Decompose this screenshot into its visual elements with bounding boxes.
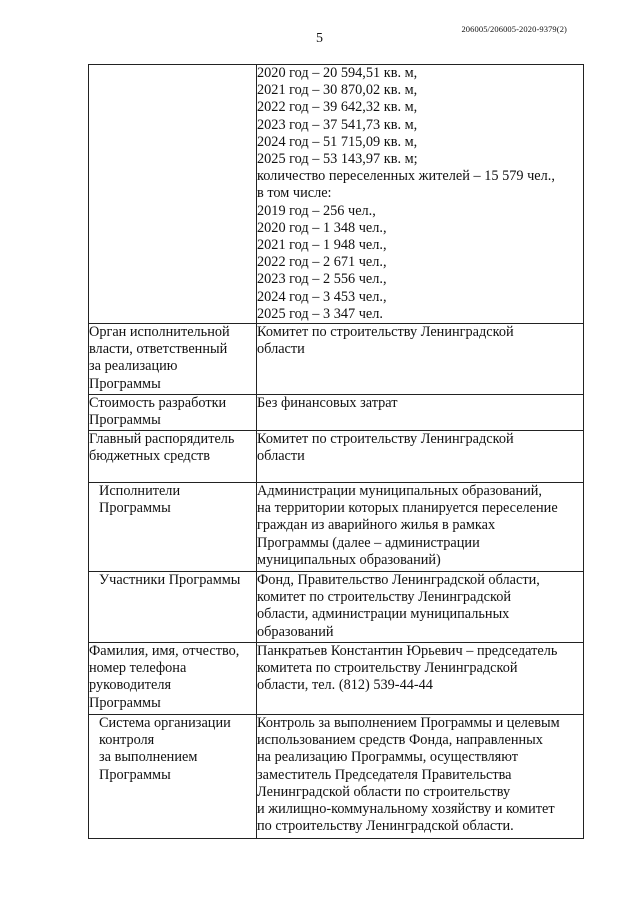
label-line: Фамилия, имя, отчество, <box>89 643 240 660</box>
row-label <box>89 324 257 395</box>
value-line: Фонд, Правительство Ленинградской области, <box>257 572 540 589</box>
value-line: 2022 год – 2 671 чел., <box>257 254 387 271</box>
value-line: образований <box>257 623 334 640</box>
label-line: номер телефона <box>89 660 187 677</box>
value-line: области <box>257 448 305 465</box>
value-line: 2025 год – 3 347 чел. <box>257 305 383 322</box>
value-line: Панкратьев Константин Юрьевич – председатель <box>257 643 558 660</box>
label-line: Система организации <box>99 715 231 732</box>
row-label <box>89 483 257 572</box>
table-row-development-cost <box>89 395 584 431</box>
label-line: Программы <box>99 500 171 517</box>
table-row-budget-manager <box>89 431 584 483</box>
value-line: муниципальных образований) <box>257 551 441 568</box>
label-line: Программы <box>89 412 161 429</box>
label-line: за выполнением <box>99 749 198 766</box>
row-value <box>257 715 584 839</box>
value-line: на территории которых планируется переселение <box>257 500 558 517</box>
value-line: 2024 год – 3 453 чел., <box>257 288 387 305</box>
label-line: руководителя <box>89 677 172 694</box>
table-row-control-system <box>89 715 584 839</box>
value-line: 2023 год – 37 541,73 кв. м, <box>257 116 418 133</box>
row-value <box>257 483 584 572</box>
label-line: власти, ответственный <box>89 341 228 358</box>
program-passport-table <box>88 64 584 839</box>
document-id: 206005/206005-2020-9379(2) <box>461 24 567 34</box>
row-value <box>257 572 584 643</box>
value-line: заместитель Председателя Правительства <box>257 766 512 783</box>
label-line: Программы <box>89 694 161 711</box>
value-line: области, тел. (812) 539-44-44 <box>257 677 433 694</box>
label-line: Главный распорядитель <box>89 431 235 448</box>
label-line: бюджетных средств <box>89 448 211 465</box>
row-label <box>89 715 257 839</box>
row-value <box>257 65 584 324</box>
label-line: Орган исполнительной <box>89 324 230 341</box>
label-line: Участники Программы <box>99 572 241 589</box>
value-line: 2025 год – 53 143,97 кв. м; <box>257 151 418 168</box>
row-value <box>257 643 584 715</box>
value-line: 2020 год – 1 348 чел., <box>257 219 387 236</box>
table-row-executive-body <box>89 324 584 395</box>
value-line: 2020 год – 20 594,51 кв. м, <box>257 65 418 81</box>
value-line: в том числе: <box>257 185 332 202</box>
label-line: Программы <box>89 375 161 392</box>
value-line: 2021 год – 1 948 чел., <box>257 237 387 254</box>
label-line: Программы <box>99 766 171 783</box>
row-value <box>257 395 584 431</box>
table-row-executors <box>89 483 584 572</box>
label-line: за реализацию <box>89 358 178 375</box>
row-label <box>89 643 257 715</box>
value-line: 2023 год – 2 556 чел., <box>257 271 387 288</box>
value-line: Программы (далее – администрации <box>257 534 480 551</box>
value-line: граждан из аварийного жилья в рамках <box>257 517 496 534</box>
value-line: комитет по строительству Ленинградской <box>257 589 512 606</box>
value-line: области <box>257 341 305 358</box>
value-line: Комитет по строительству Ленинградской <box>257 431 514 448</box>
row-label <box>89 65 257 324</box>
value-line: области, администрации муниципальных <box>257 606 510 623</box>
value-line: и жилищно-коммунальному хозяйству и комитет <box>257 801 555 818</box>
row-value <box>257 324 584 395</box>
value-line: 2024 год – 51 715,09 кв. м, <box>257 133 418 150</box>
row-label <box>89 572 257 643</box>
label-line: Стоимость разработки <box>89 395 227 412</box>
value-line: Ленинградской области по строительству <box>257 783 511 800</box>
value-line: Без финансовых затрат <box>257 395 398 412</box>
row-label <box>89 431 257 483</box>
row-value <box>257 431 584 483</box>
value-line: 2021 год – 30 870,02 кв. м, <box>257 82 418 99</box>
table-row-continuation <box>89 65 584 324</box>
value-line: на реализацию Программы, осуществляют <box>257 749 519 766</box>
value-line: комитета по строительству Ленинградской <box>257 660 518 677</box>
table-row-head-contact <box>89 643 584 715</box>
table-row-participants <box>89 572 584 643</box>
value-line: 2022 год – 39 642,32 кв. м, <box>257 99 418 116</box>
value-line: количество переселенных жителей – 15 579 чел., <box>257 168 555 185</box>
value-line: Администрации муниципальных образований, <box>257 483 543 500</box>
label-line: контроля <box>99 732 155 749</box>
row-label <box>89 395 257 431</box>
label-line: Исполнители <box>99 483 181 500</box>
value-line: по строительству Ленинградской области. <box>257 818 514 835</box>
page-number: 5 <box>316 31 323 46</box>
value-line: 2019 год – 256 чел., <box>257 202 376 219</box>
value-line: использованием средств Фонда, направленных <box>257 732 543 749</box>
value-line: Комитет по строительству Ленинградской <box>257 324 514 341</box>
value-line: Контроль за выполнением Программы и целевым <box>257 715 560 732</box>
